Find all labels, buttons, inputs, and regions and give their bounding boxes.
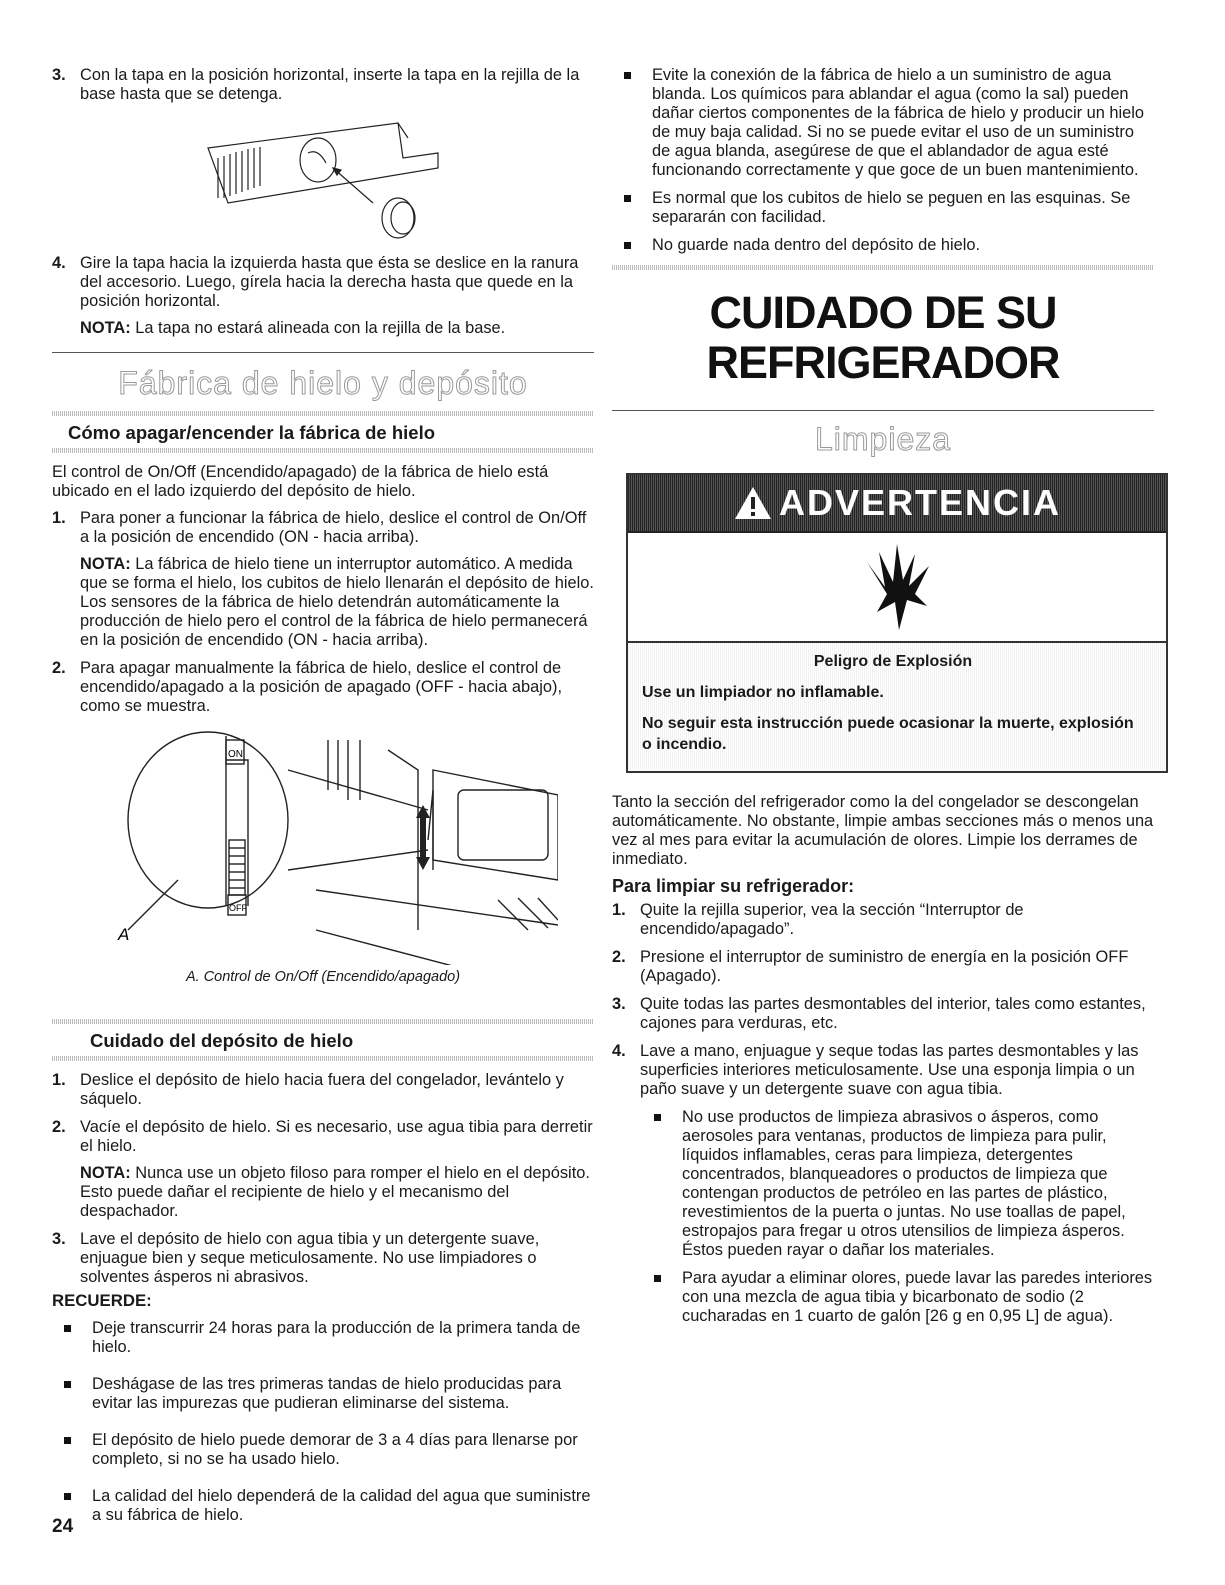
figure-caption: A. Control de On/Off (Encendido/apagado)	[185, 969, 461, 985]
right-column	[612, 66, 1154, 1335]
warning-box	[626, 473, 1168, 773]
remember-bullet: La calidad del hielo dependerá de la calidad del agua que suministre a su fábrica de hielo.	[52, 1487, 594, 1525]
clean-step-4: 4. Lave a mano, enjuague y seque todas las partes desmontables y las superficies interiores meticulosamente. Use una esponja limpia o un paño suave y un detergente suave con agua tibia.	[612, 1042, 1139, 1098]
onoff-heading: Cómo apagar/encender la fábrica de hielo	[68, 422, 436, 443]
divider	[612, 410, 1154, 411]
bin-step-1: 1. Deslice el depósito de hielo hacia fuera del congelador, levántelo y sáquelo.	[52, 1071, 564, 1108]
clean-step-2: 2. Presione el interruptor de suministro de energía en la posición OFF (Apagado).	[612, 948, 1129, 985]
clean-sub-bullet: No use productos de limpieza abrasivos o ásperos, como aerosoles para ventanas, productos de limpieza para pulir, líquidos inflamables, ceras para limpieza, detergentes concentrados, blanqueadores o productos de limpieza que contengan productos de petróleo en las partes de plástico, revestimientos de la puerta o juntas. No use toallas de papel, estropajos para fregar u otros utensilios de limpieza ásperos. Éstos pueden rayar o dañar los materiales.	[642, 1108, 1154, 1260]
clean-step-3: 3. Quite todas las partes desmontables del interior, tales como estantes, cajones para verduras, etc.	[612, 995, 1146, 1032]
chapter-title-line-2: REFRIGERADOR	[706, 337, 1060, 388]
divider	[52, 448, 594, 453]
step-number: 4.	[52, 254, 66, 272]
divider	[52, 352, 594, 353]
warning-line-2: No seguir esta instrucción puede ocasionar la muerte, explosión o incendio.	[642, 715, 1134, 753]
step-text: Gire la tapa hacia la izquierda hasta que ésta se deslice en la ranura del accesorio. Luego, gírela hacia la derecha hasta que quede en la posición horizontal.	[80, 254, 579, 310]
onoff-step-2: 2. Para apagar manualmente la fábrica de hielo, deslice el control de encendido/apagado a la posición de apagado (OFF - hacia abajo), como se muestra.	[52, 659, 563, 715]
remember-bullet: Deje transcurrir 24 horas para la producción de la primera tanda de hielo.	[52, 1319, 594, 1357]
warning-triangle-icon	[733, 485, 773, 521]
step-3	[52, 66, 594, 104]
ice-bullet: Evite la conexión de la fábrica de hielo a un suministro de agua blanda. Los químicos para ablandar el agua (como la sal) pueden dañar ciertos componentes de la fábrica de hielo y producir un hielo de muy baja calidad. Si no se puede evitar el uso de un suministro de agua blanda, asegúrese de que el ablandador de agua esté funcionando correctamente y que goce de un buen mantenimiento.	[612, 66, 1154, 180]
warning-header: ADVERTENCIA	[628, 475, 1166, 533]
ice-bullet: No guarde nada dentro del depósito de hielo.	[612, 236, 1154, 255]
step-text: Con la tapa en la posición horizontal, inserte la tapa en la rejilla de la base hasta que se detenga.	[80, 66, 580, 103]
warning-line-1: Use un limpiador no inflamable.	[642, 684, 884, 701]
on-label: ON	[228, 749, 243, 760]
bin-note: NOTA: Nunca use un objeto filoso para romper el hielo en el depósito. Esto puede dañar el recipiente de hielo y el mecanismo del despachador.	[80, 1164, 590, 1220]
bin-step-2: 2. Vacíe el depósito de hielo. Si es necesario, use agua tibia para derretir el hielo. NOTA: Nunca use un objeto filoso para romper el hielo en el depósito. Esto puede dañar el recipiente de hielo y el mecanismo del despachador.	[52, 1118, 593, 1220]
explosion-icon	[628, 533, 1166, 643]
ice-bullet: Es normal que los cubitos de hielo se peguen en las esquinas. Se separarán con facilidad.	[612, 189, 1154, 227]
section-title: Limpieza	[814, 421, 952, 457]
cleaning-heading: Para limpiar su refrigerador:	[612, 876, 855, 896]
divider	[52, 1019, 594, 1024]
divider	[612, 265, 1154, 270]
off-label: OFF	[229, 903, 247, 913]
callout-a: A	[118, 925, 130, 944]
onoff-switch-illustration	[88, 730, 558, 965]
onoff-note: NOTA: La fábrica de hielo tiene un interruptor automático. A medida que se forma el hielo, los cubitos de hielo llenarán el depósito de hielo. Los sensores de la fábrica de hielo detendrán automáticamente la producción de hielo pero el control de la fábrica de hielo permanecerá en la posición de encendido (ON - hacia arriba).	[80, 555, 594, 649]
section-title: Fábrica de hielo y depósito	[118, 365, 528, 401]
step-4	[52, 254, 594, 338]
chapter-title-line-1: CUIDADO DE SU	[709, 287, 1057, 338]
remember-bullet: El depósito de hielo puede demorar de 3 a 4 días para llenarse por completo, si no se ha usado hielo.	[52, 1431, 594, 1469]
step-number: 3.	[52, 66, 66, 84]
page-number: 24	[52, 1516, 74, 1537]
cleaning-intro: Tanto la sección del refrigerador como la del congelador se descongelan automáticamente. No obstante, limpie ambas secciones más o menos una vez al mes para evitar la acumulación de olores. Limpie los derrames de inmediato.	[612, 793, 1154, 868]
bin-step-3: 3. Lave el depósito de hielo con agua tibia y un detergente suave, enjuague bien y seque meticulosamente. No use limpiadores o solventes ásperos ni abrasivos.	[52, 1230, 540, 1286]
clean-step-1: 1. Quite la rejilla superior, vea la sección “Interruptor de encendido/apagado”.	[612, 901, 1024, 938]
onoff-step-1: 1. Para poner a funcionar la fábrica de hielo, deslice el control de On/Off a la posición de encendido (ON - hacia arriba). NOTA: La fábrica de hielo tiene un interruptor automático. A medida que se forma el hielo, los cubitos de hielo llenarán el depósito de hielo. Los sensores de la fábrica de hielo detendrán automáticamente la producción de hielo pero el control de la fábrica de hielo permanecerá en la posición de encendido (ON - hacia arriba).	[52, 509, 594, 649]
clean-sub-bullet: Para ayudar a eliminar olores, puede lavar las paredes interiores con una mezcla de agua tibia y bicarbonato de sodio (2 cucharadas en 1 cuarto de galón [26 g en 0,95 L] de agua).	[642, 1269, 1154, 1326]
onoff-intro: El control de On/Off (Encendido/apagado) de la fábrica de hielo está ubicado en el lado izquierdo del depósito de hielo.	[52, 463, 549, 500]
left-column	[52, 66, 594, 1534]
remember-bullet: Deshágase de las tres primeras tandas de hielo producidas para evitar las impurezas que pudieran eliminarse del sistema.	[52, 1375, 594, 1413]
remember-heading: RECUERDE:	[52, 1291, 152, 1310]
bin-heading: Cuidado del depósito de hielo	[90, 1030, 354, 1051]
divider	[52, 1056, 594, 1061]
warning-title: Peligro de Explosión	[813, 653, 973, 670]
warning-text	[628, 643, 1166, 771]
divider	[52, 411, 594, 416]
cap-grille-illustration	[198, 118, 448, 248]
step-4-note: NOTA: La tapa no estará alineada con la rejilla de la base.	[80, 319, 506, 337]
